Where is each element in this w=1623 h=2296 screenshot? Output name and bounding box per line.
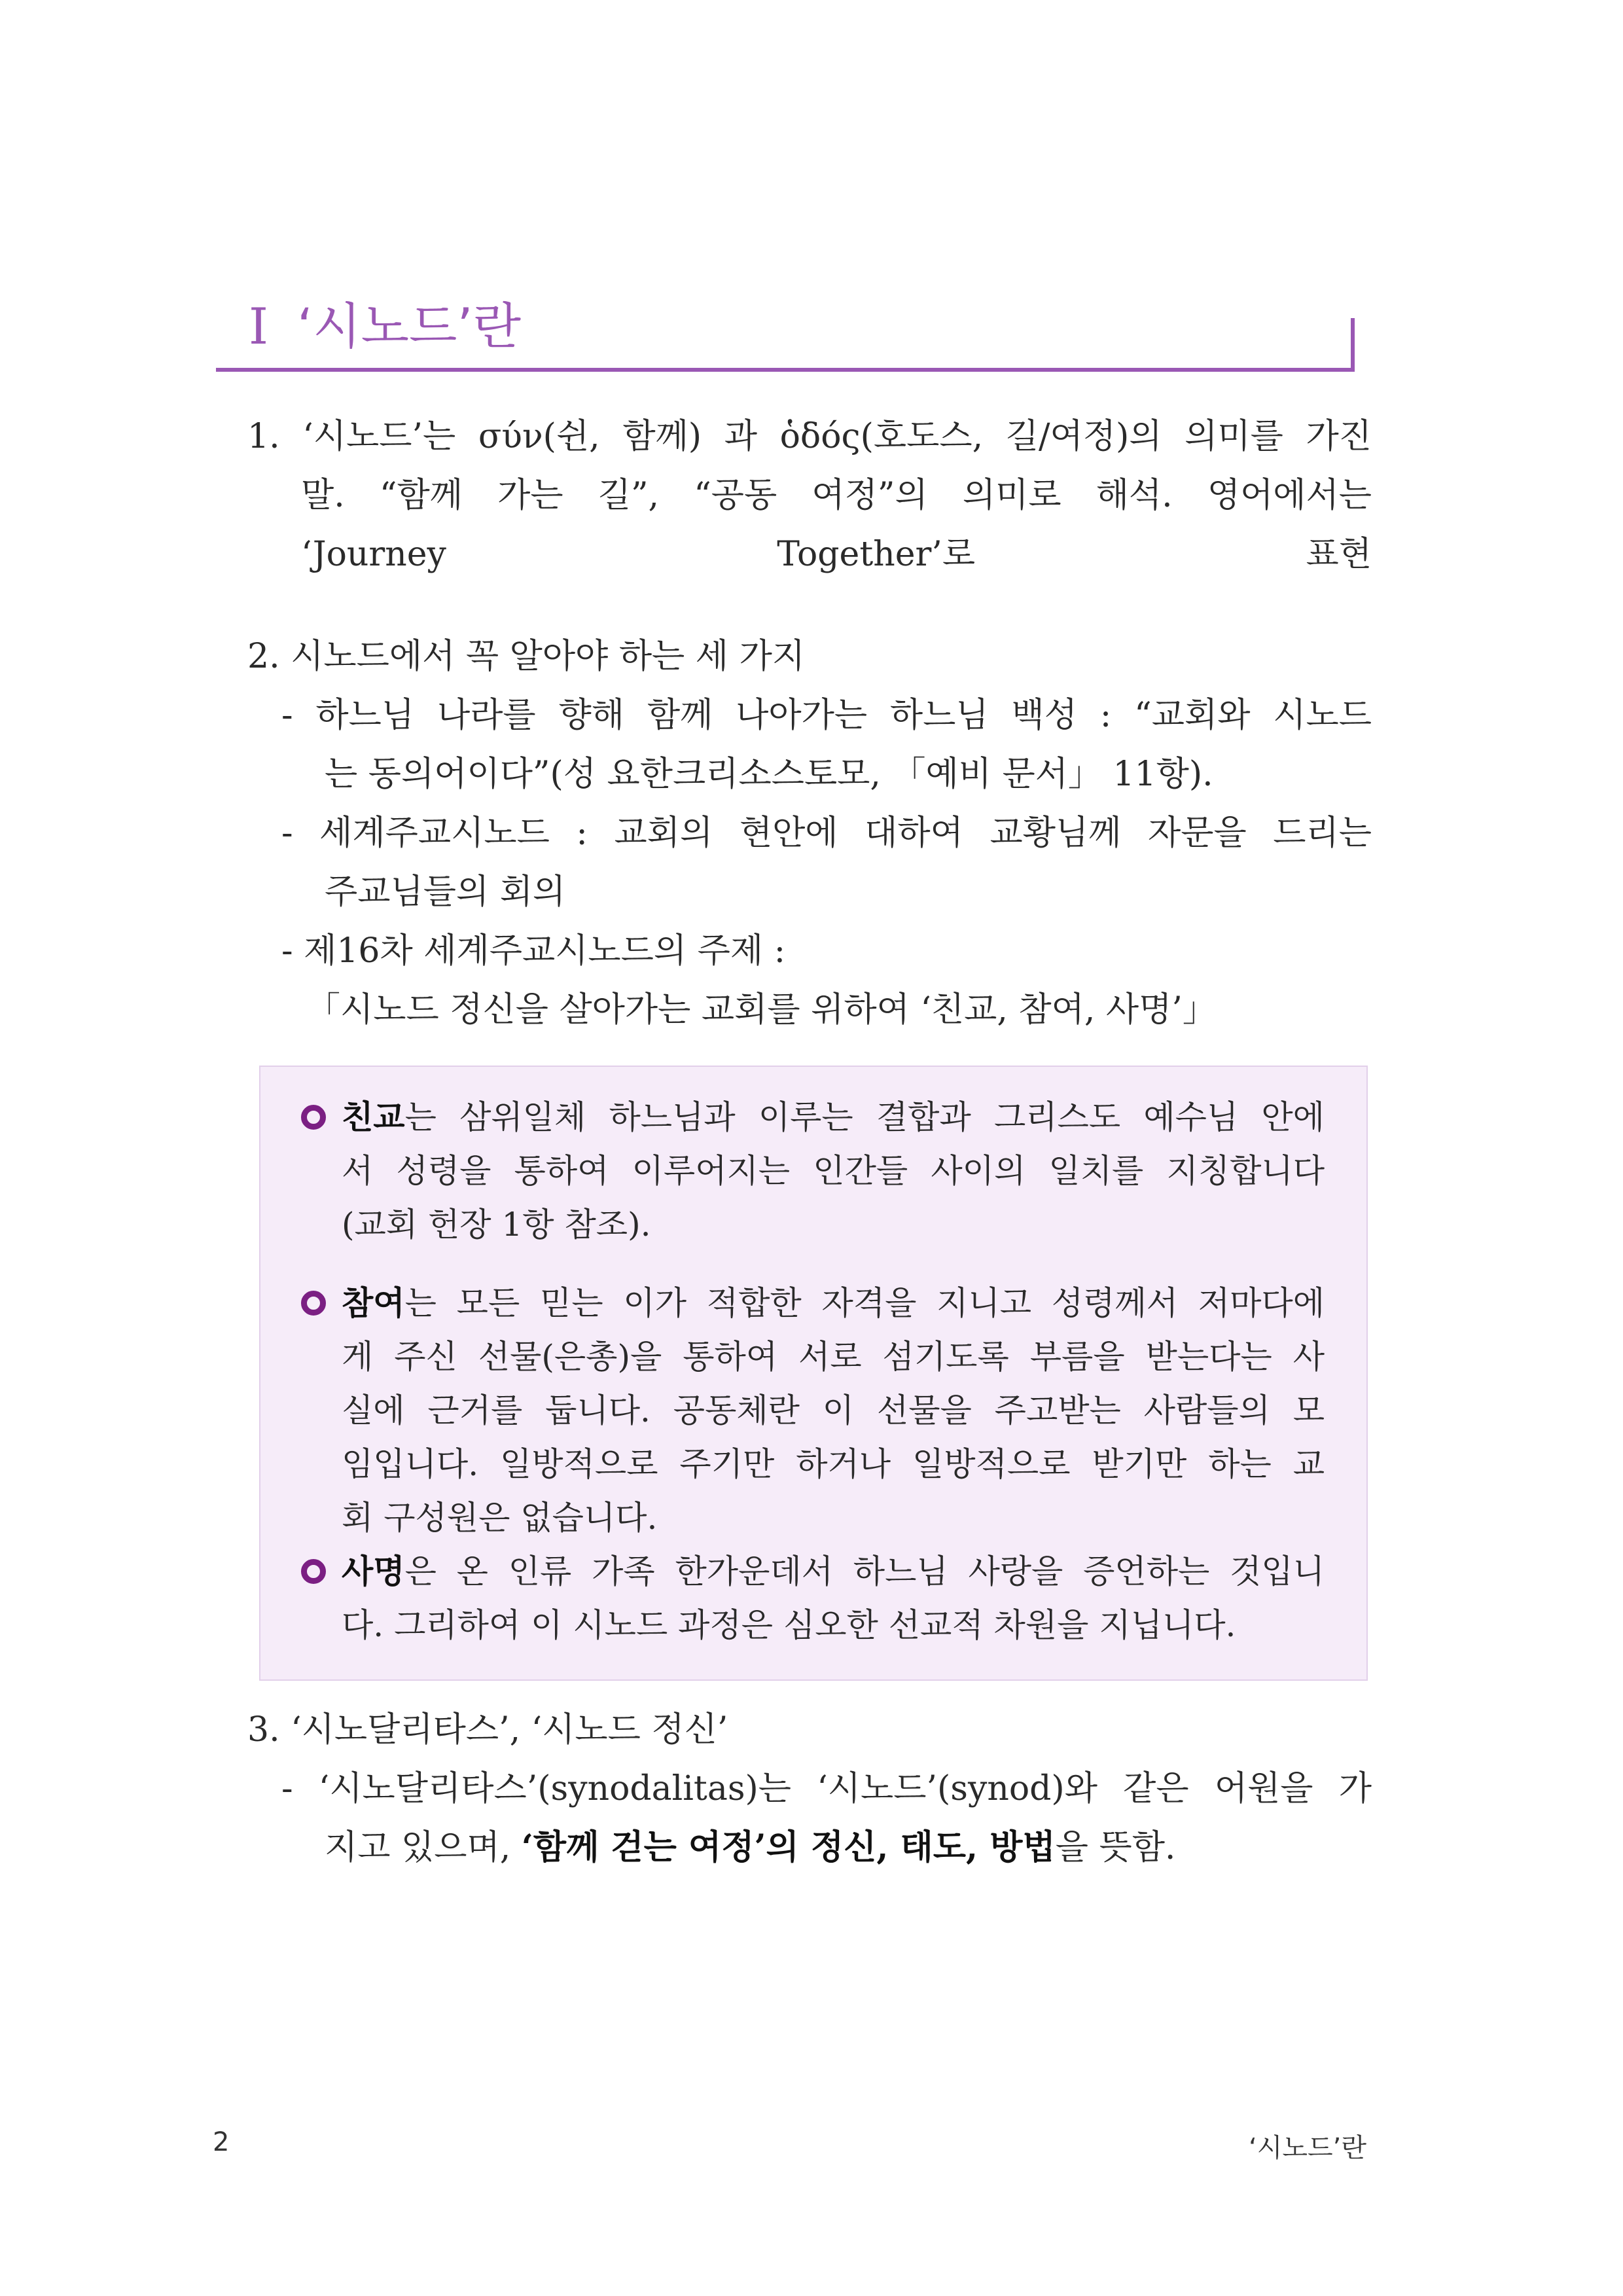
term-mission: 사명 [342, 1552, 405, 1590]
item-2-theme: 「시노드 정신을 살아가는 교회를 위하여 ‘친교, 참여, 사명’」 [306, 990, 1217, 1030]
section-number: Ⅰ [249, 297, 269, 355]
item-3-text: 지고 있으며, [325, 1828, 522, 1867]
item-1 [247, 407, 1372, 584]
item-3-line [325, 1818, 1372, 1877]
ring-bullet-icon [301, 1291, 326, 1316]
definition-box [259, 1066, 1368, 1681]
item-2-sub-line: - 하느님 나라를 향해 함께 나아가는 하느님 백성 : “교회와 시노드 [281, 696, 1372, 735]
section-title [249, 287, 521, 358]
section-heading [216, 287, 1355, 372]
item-1-line: 말. “함께 가는 길”, “공동 여정”의 의미로 해석. 영어에서는 [301, 476, 1372, 515]
heading-underline [216, 368, 1355, 372]
bullet-line: 게 주신 선물(은총)을 통하여 서로 섬기도록 부름을 받는다는 사 [342, 1338, 1325, 1376]
item-2-title: 2. 시노드에서 꼭 알아야 하는 세 가지 [247, 637, 806, 676]
bullet-line [342, 1276, 1325, 1330]
heading-corner-tick [1351, 318, 1355, 372]
bullet-line [342, 1090, 1325, 1144]
item-2-sub-line: 는 동의어이다”(성 요한크리소스토모, 「예비 문서」 11항). [325, 755, 1213, 794]
section-title-text: ‘시노드’란 [297, 297, 522, 355]
ring-bullet-icon [301, 1105, 326, 1130]
item-3-title: 3. ‘시노달리타스’, ‘시노드 정신’ [247, 1710, 728, 1749]
item-2 [247, 627, 1372, 1039]
term-communion: 친교 [342, 1098, 405, 1136]
bullet-text: 는 삼위일체 하느님과 이루는 결합과 그리스도 예수님 안에 [404, 1098, 1325, 1136]
bullet-line: 다. 그리하여 이 시노드 과정은 심오한 선교적 차원을 지닙니다. [342, 1606, 1236, 1644]
bullet-line: 임입니다. 일방적으로 주기만 하거나 일방적으로 받기만 하는 교 [342, 1445, 1325, 1483]
item-3-emphasis: ‘함께 걷는 여정’의 정신, 태도, 방법 [521, 1827, 1056, 1867]
term-participation: 참여 [342, 1283, 405, 1322]
bullet-line [342, 1545, 1325, 1598]
bullet-line: (교회 헌장 1항 참조). [342, 1206, 651, 1244]
bullet-line: 서 성령을 통하여 이루어지는 인간들 사이의 일치를 지칭합니다 [342, 1152, 1325, 1190]
bullet-text: 은 온 인류 가족 한가운데서 하느님 사랑을 증언하는 것입니 [404, 1552, 1325, 1590]
running-title: ‘시노드’란 [1249, 2133, 1366, 2163]
item-3-text: 을 뜻함. [1055, 1828, 1176, 1867]
item-2-sub-line: 주교님들의 회의 [325, 872, 566, 912]
item-1-line: ‘Journey Together’로 표현 [301, 535, 1372, 574]
bullet-line: 회 구성원은 없습니다. [342, 1499, 658, 1537]
bullet-text: 는 모든 믿는 이가 적합한 자격을 지니고 성령께서 저마다에 [404, 1284, 1325, 1322]
bullet-line: 실에 근거를 둡니다. 공동체란 이 선물을 주고받는 사람들의 모 [342, 1391, 1325, 1429]
item-1-line: 1. ‘시노드’는 σύν(쉰, 함께) 과 ὁδός(호도스, 길/여정)의 의미를 가진 [247, 417, 1372, 456]
page-number: 2 [213, 2127, 230, 2157]
ring-bullet-icon [301, 1559, 326, 1584]
item-3-line: - ‘시노달리타스’(synodalitas)는 ‘시노드’(synod)와 같은 어원을 가 [281, 1769, 1372, 1808]
item-3 [247, 1700, 1372, 1877]
item-2-sub-line: - 제16차 세계주교시노드의 주제 : [281, 931, 786, 971]
item-2-sub-line: - 세계주교시노드 : 교회의 현안에 대하여 교황님께 자문을 드리는 [281, 814, 1372, 853]
